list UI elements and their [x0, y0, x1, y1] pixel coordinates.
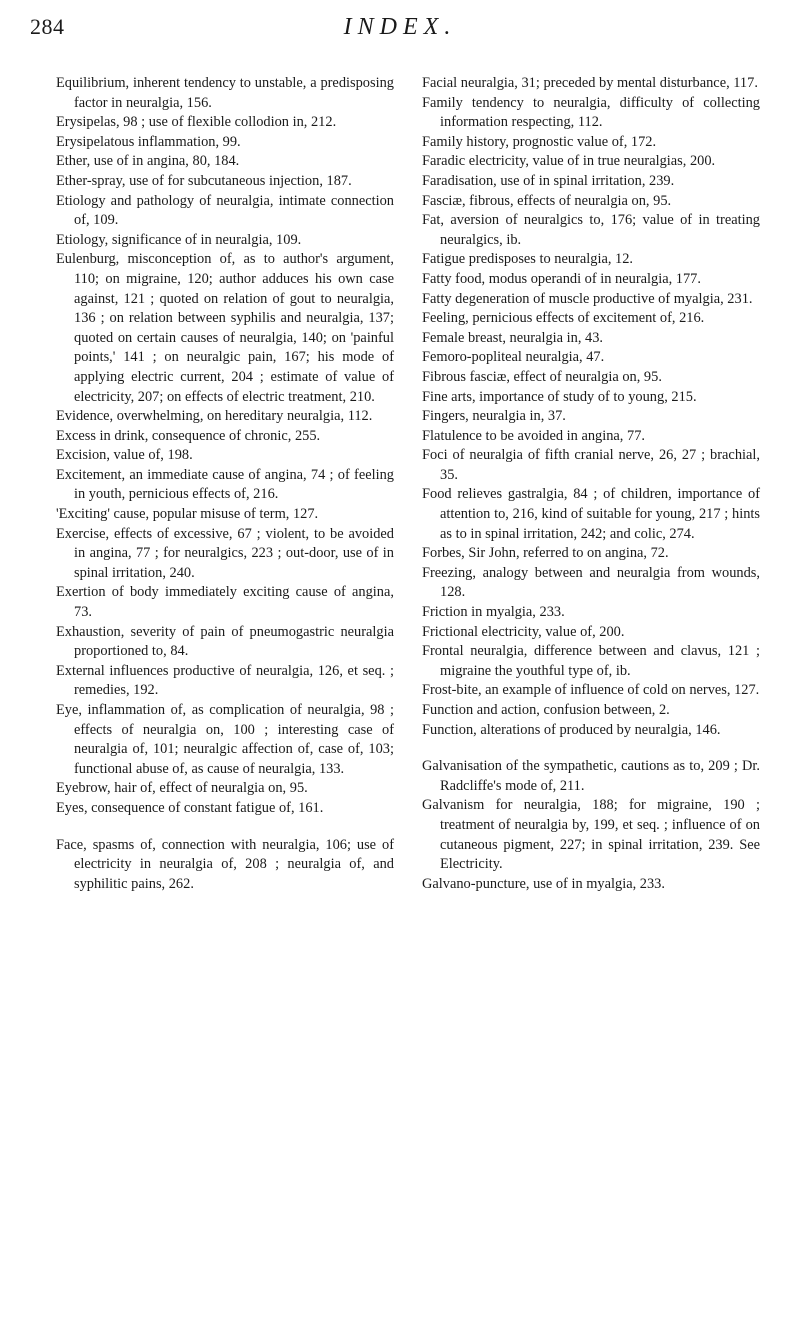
index-entry: Forbes, Sir John, referred to on angina, 72.	[422, 545, 669, 562]
index-entry: Fatty degeneration of muscle productive of myalgia, 231.	[422, 290, 753, 307]
index-entry: Fine arts, importance of study of to young, 215.	[422, 388, 697, 405]
index-entry: Fasciæ, fibrous, effects of neuralgia on, 95.	[422, 192, 672, 209]
index-entry: Femoro-popliteal neuralgia, 47.	[422, 349, 605, 366]
index-entry: Function, alterations of produced by neuralgia, 146.	[422, 721, 721, 738]
index-entry: Evidence, overwhelming, on hereditary neuralgia, 112.	[56, 408, 373, 425]
index-entry: Exhaustion, severity of pain of pneumogastric neuralgia proportioned to, 84.	[56, 623, 394, 660]
index-entry: Excess in drink, consequence of chronic, 255.	[56, 427, 321, 444]
index-entry: Friction in myalgia, 233.	[422, 604, 565, 621]
index-entry: Fibrous fasciæ, effect of neuralgia on, 95.	[422, 368, 662, 385]
index-entry: Galvanism for neuralgia, 188; for migraine, 190 ; treatment of neuralgia by, 199, et seq. ; influence of on cutaneous pigment, 227; in spinal irritation, 239. See Electricity.	[422, 797, 760, 873]
running-head: INDEX.	[343, 14, 457, 40]
index-entry: Flatulence to be avoided in angina, 77.	[422, 427, 645, 444]
index-entry: Foci of neuralgia of fifth cranial nerve, 26, 27 ; brachial, 35.	[422, 447, 760, 483]
index-entry: Function and action, confusion between, 2.	[422, 702, 670, 718]
index-entry: Galvanisation of the sympathetic, cautions as to, 209 ; Dr. Radcliffe's mode of, 211.	[422, 758, 760, 794]
page-number: 284	[30, 14, 65, 39]
index-entry: 'Exciting' cause, popular misuse of term, 127.	[56, 506, 319, 523]
index-entry: Etiology and pathology of neuralgia, intimate connection of, 109.	[56, 192, 394, 229]
index-entry: Facial neuralgia, 31; preceded by mental disturbance, 117.	[422, 75, 758, 91]
index-entry: Faradisation, use of in spinal irritation, 239.	[422, 172, 675, 189]
right-column	[422, 74, 760, 1294]
index-entry: Excision, value of, 198.	[56, 447, 193, 464]
index-entry: Frictional electricity, value of, 200.	[422, 623, 625, 640]
index-entry: Fingers, neuralgia in, 37.	[422, 408, 566, 425]
index-entry: Fat, aversion of neuralgics to, 176; value of in treating neuralgics, ib.	[422, 212, 760, 248]
index-entry: Frontal neuralgia, difference between and clavus, 121 ; migraine the youthful type of, ib.	[422, 643, 760, 679]
index-entry: Female breast, neuralgia in, 43.	[422, 329, 604, 346]
index-entry: External influences productive of neuralgia, 126, et seq. ; remedies, 192.	[56, 662, 394, 699]
index-entry: Eyes, consequence of constant fatigue of, 161.	[56, 799, 324, 816]
index-entry: Excitement, an immediate cause of angina, 74 ; of feeling in youth, pernicious effects of, 216.	[56, 466, 394, 503]
index-entry: Freezing, analogy between and neuralgia from wounds, 128.	[422, 564, 760, 601]
index-entry: Ether, use of in angina, 80, 184.	[56, 153, 240, 170]
index-entry: Fatigue predisposes to neuralgia, 12.	[422, 251, 634, 268]
index-entry: Exercise, effects of excessive, 67 ; violent, to be avoided in angina, 77 ; for neuralgics, 223 ; out-door, use of in spinal irritation, 240.	[56, 525, 394, 581]
index-entry: Family tendency to neuralgia, difficulty of collecting information respecting, 112.	[422, 94, 760, 131]
index-entry: Fatty food, modus operandi of in neuralgia, 177.	[422, 270, 701, 287]
index-entry: Faradic electricity, value of in true neuralgias, 200.	[422, 153, 716, 170]
index-entry: Frost-bite, an example of influence of cold on nerves, 127.	[422, 682, 760, 699]
index-entry: Eulenburg, misconception of, as to author's argument, 110; on migraine, 120; author adduces his own case against, 121 ; quoted on relation of gout to neuralgia, 136 ; on relation between syphilis and neuralgia, 137; quoted on certain causes of neuralgia, 140; on 'painful points,' 141 ; on neuralgic pain, 167; his mode of applying electric current, 204 ; estimate of value of electricity, 207; on effects of electric treatment, 210.	[56, 251, 394, 405]
index-entry: Face, spasms of, connection with neuralgia, 106; use of electricity in neuralgia of, 208 ; neuralgia of, and syphilitic pains, 262.	[56, 836, 394, 892]
index-entry: Exertion of body immediately exciting cause of angina, 73.	[56, 584, 394, 621]
index-entry: Erysipelatous inflammation, 99.	[56, 133, 241, 150]
left-column	[56, 74, 394, 1294]
index-entry: Food relieves gastralgia, 84 ; of children, importance of attention to, 216, kind of suitable for young, 217 ; hints as to in spinal irritation, 242; and colic, 274.	[422, 486, 760, 542]
index-entry: Etiology, significance of in neuralgia, 109.	[56, 231, 302, 248]
index-entry: Ether-spray, use of for subcutaneous injection, 187.	[56, 172, 352, 189]
index-entry: Eye, inflammation of, as complication of neuralgia, 98 ; effects of neuralgia on, 100 ; interesting case of neuralgia of, 101; neuralgic affection of, case of, 103; functional abuse of, as cause of neuralgia, 133.	[56, 702, 394, 777]
page-header	[30, 14, 770, 54]
index-entry: Erysipelas, 98 ; use of flexible collodion in, 212.	[56, 114, 337, 131]
index-entry: Feeling, pernicious effects of excitement of, 216.	[422, 310, 705, 327]
index-columns	[56, 74, 760, 1294]
index-entry: Galvano-puncture, use of in myalgia, 233.	[422, 875, 665, 892]
index-entry: Eyebrow, hair of, effect of neuralgia on, 95.	[56, 780, 308, 797]
index-entry: Equilibrium, inherent tendency to unstable, a predisposing factor in neuralgia, 156.	[56, 75, 394, 111]
index-entry: Family history, prognostic value of, 172.	[422, 133, 657, 150]
